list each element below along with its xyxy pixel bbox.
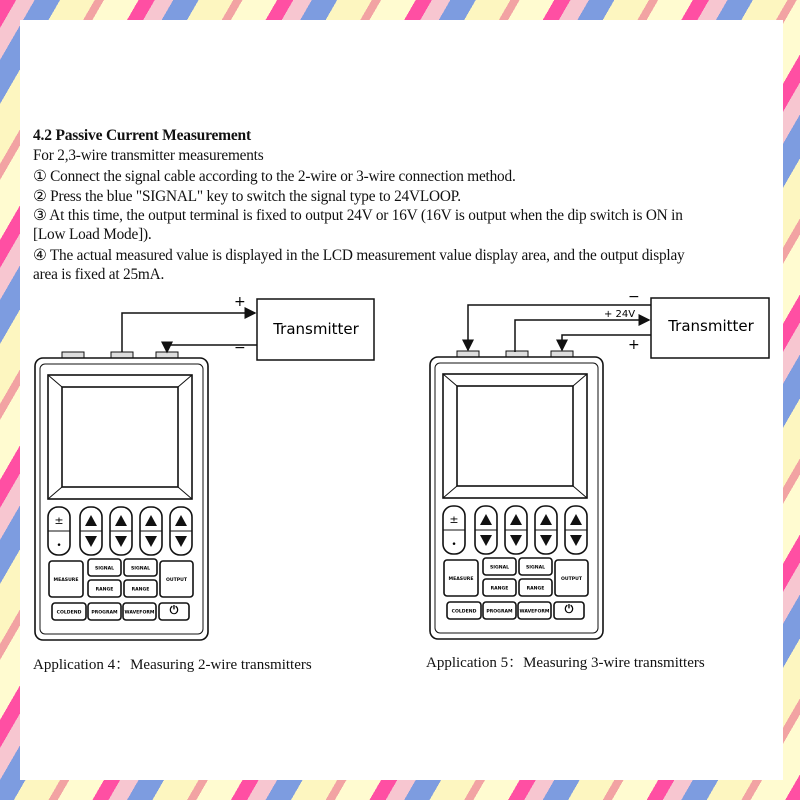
output-key[interactable] [555,560,588,596]
signal-key-1[interactable] [88,559,121,576]
signal-key-2[interactable] [124,559,157,576]
range-key-2[interactable] [124,580,157,597]
signal-key-1[interactable] [483,558,516,575]
output-key-label: OUTPUT [166,578,187,583]
measure-key-label: MEASURE [448,577,474,582]
section-title: 4.2 Passive Current Measurement [33,127,251,144]
sign-dot-key[interactable] [443,506,465,554]
measure-key[interactable] [444,560,478,596]
program-key-label: PROGRAM [486,609,513,615]
digit-key-2[interactable] [110,507,132,555]
calibrator-device-1 [35,352,208,640]
step-3: ③ At this time, the output terminal is fixed to output 24V or 16V (16V is output when the dip switch is ON in [33,207,683,224]
step-2: ② Press the blue "SIGNAL" key to switch the signal type to 24VLOOP. [33,188,461,205]
measure-key-label: MEASURE [53,578,79,583]
range-key-2-label: RANGE [526,586,545,592]
terminal-1 [457,351,479,357]
terminal-3 [551,351,573,357]
range-key-1[interactable] [483,579,516,596]
signal-key-2[interactable] [519,558,552,575]
range-key-1-label: RANGE [95,587,114,593]
digit-key-1[interactable] [475,506,497,554]
digit-key-3[interactable] [535,506,557,554]
waveform-key[interactable] [123,603,156,620]
caption-application-5: Application 5：Measuring 3-wire transmitters [426,655,705,671]
power-key-label: ⏻ [169,603,179,617]
transmitter-label-2: Transmitter [668,317,754,335]
terminal-1 [62,352,84,358]
signal-key-1-label: SIGNAL [489,565,510,571]
dot-icon: • [56,541,62,551]
step-4: ④ The actual measured value is displayed in the LCD measurement value display area, and the output display [33,247,685,264]
plus-minus-icon: ± [449,513,459,526]
measure-key[interactable] [49,561,83,597]
sign-dot-key[interactable] [48,507,70,555]
calibrator-device-2 [430,351,603,639]
waveform-key[interactable] [518,602,551,619]
output-key-label: OUTPUT [561,577,582,582]
step-1: ① Connect the signal cable according to the 2-wire or 3-wire connection method. [33,168,516,185]
terminal-2 [506,351,528,357]
program-key[interactable] [88,603,121,620]
terminal-3 [156,352,178,358]
intro-text: For 2,3-wire transmitter measurements [33,147,264,164]
power-key[interactable] [554,602,584,619]
terminal-2 [111,352,133,358]
range-key-2[interactable] [519,579,552,596]
power-key-label: ⏻ [564,602,574,616]
lcd-screen [457,386,573,486]
coldend-key-label: COLDEND [451,609,477,615]
transmitter-label-1: Transmitter [273,320,359,338]
range-key-1-label: RANGE [490,586,509,592]
output-key[interactable] [160,561,193,597]
coldend-key[interactable] [447,602,481,619]
range-key-1[interactable] [88,580,121,597]
coldend-key[interactable] [52,603,86,620]
plus-label-1: + [234,294,246,310]
range-key-2-label: RANGE [131,587,150,593]
waveform-key-label: WAVEFORM [519,609,550,615]
plus-minus-icon: ± [54,514,64,527]
digit-key-2[interactable] [505,506,527,554]
caption-application-4: Application 4：Measuring 2-wire transmitters [33,657,312,673]
power-key[interactable] [159,603,189,620]
digit-key-1[interactable] [80,507,102,555]
minus-label-1: − [234,340,246,356]
digit-key-3[interactable] [140,507,162,555]
coldend-key-label: COLDEND [56,610,82,616]
plus-24v-label: + 24V [604,309,636,320]
program-key-label: PROGRAM [91,610,118,616]
signal-key-2-label: SIGNAL [130,566,151,572]
minus-label-2: − [628,289,640,305]
waveform-key-label: WAVEFORM [124,610,155,616]
signal-key-1-label: SIGNAL [94,566,115,572]
plus-label-2: + [628,337,640,353]
step-3-cont: [Low Load Mode]). [33,226,152,243]
step-4-cont: area is fixed at 25mA. [33,266,165,283]
lcd-screen [62,387,178,487]
digit-key-4[interactable] [565,506,587,554]
signal-key-2-label: SIGNAL [525,565,546,571]
digit-key-4[interactable] [170,507,192,555]
dot-icon: • [451,540,457,550]
program-key[interactable] [483,602,516,619]
